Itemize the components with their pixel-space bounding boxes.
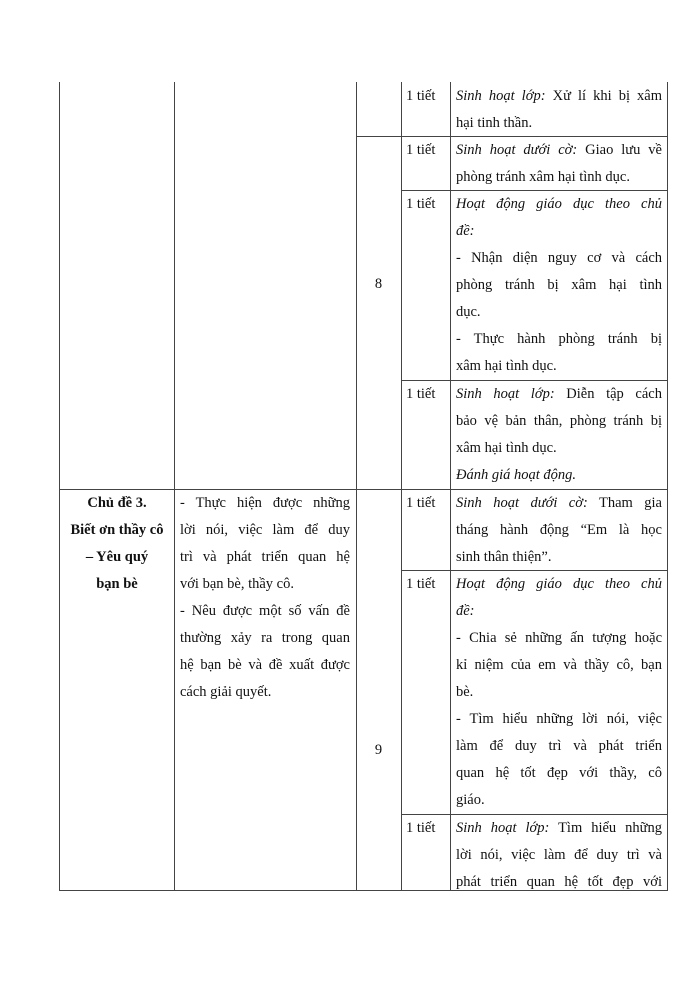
activity-cell — [456, 490, 662, 571]
activity-line: phòng tránh xâm hại tình dục. — [456, 169, 630, 185]
topic-line: Biết ơn thầy cô — [70, 522, 164, 538]
activity-label-cont: đề: — [456, 603, 475, 619]
objective-line: - Thực hiện được những — [180, 495, 350, 511]
table-border-col3 — [401, 82, 402, 891]
activity-line: dục. — [456, 304, 481, 320]
activity-cell — [456, 571, 662, 814]
objective-line: cách giải quyết. — [180, 684, 272, 700]
activity-line: tháng hành động “Em là học — [456, 522, 662, 538]
activity-line: lời nói, việc làm để duy trì và — [456, 847, 662, 863]
activity-line: bè. — [456, 684, 474, 700]
table-border-left — [59, 82, 60, 891]
week-number-9: 9 — [374, 742, 383, 758]
activity-line: làm để duy trì và phát triển — [456, 738, 662, 754]
activity-line: hại tinh thần. — [456, 115, 533, 131]
objective-line: trì và phát triển quan hệ — [180, 549, 350, 565]
activity-cell — [456, 137, 662, 191]
objective-line: - Nêu được một số vấn đề — [180, 603, 350, 619]
activity-line: sinh thân thiện”. — [456, 549, 552, 565]
activity-label: Sinh hoạt dưới cờ: — [456, 495, 588, 511]
topic-line: Chủ đề 3. — [87, 495, 147, 511]
activity-line: Xử lí khi bị xâm — [552, 88, 662, 104]
activity-line: xâm hại tình dục. — [456, 440, 557, 456]
activity-evaluation: Đánh giá hoạt động. — [456, 467, 577, 483]
duration-cell: 1 tiết — [406, 495, 436, 511]
table-border-col2 — [356, 82, 357, 891]
activity-line: Giao lưu về — [585, 142, 662, 158]
objectives-cell — [180, 490, 350, 706]
activity-line: - Thực hành phòng tránh bị — [456, 331, 662, 347]
activity-line: phát triển quan hệ tốt đẹp với — [456, 874, 662, 890]
topic-line: bạn bè — [96, 576, 138, 592]
activity-label: Sinh hoạt lớp: — [456, 386, 555, 402]
duration-cell: 1 tiết — [406, 820, 436, 836]
activity-line: xâm hại tình dục. — [456, 358, 557, 374]
activity-line: - Tìm hiểu những lời nói, việc — [456, 711, 662, 727]
activity-line: Tham gia — [599, 495, 662, 511]
activity-cell — [456, 381, 662, 489]
objective-line: với bạn bè, thầy cô. — [180, 576, 294, 592]
activity-line: - Nhận diện nguy cơ và cách — [456, 250, 662, 266]
objective-line: lời nói, việc làm để duy — [180, 522, 350, 538]
activity-line: giáo. — [456, 792, 485, 808]
duration-cell: 1 tiết — [406, 88, 436, 104]
topic-cell — [60, 490, 174, 598]
duration-cell: 1 tiết — [406, 196, 436, 212]
week-number-8: 8 — [374, 276, 383, 292]
activity-label: Sinh hoạt lớp: — [456, 88, 546, 104]
activity-line: phòng tránh bị xâm hại tình — [456, 277, 662, 293]
activity-label: Sinh hoạt dưới cờ: — [456, 142, 578, 158]
activity-cell — [456, 191, 662, 380]
activity-line: bảo vệ bản thân, phòng tránh bị — [456, 413, 662, 429]
activity-label: Hoạt động giáo dục theo chủ — [456, 576, 662, 592]
duration-cell: 1 tiết — [406, 142, 436, 158]
duration-cell: 1 tiết — [406, 386, 436, 402]
table-border-col4 — [450, 82, 451, 891]
topic-line: – Yêu quý — [85, 549, 149, 565]
table-border-right — [667, 82, 668, 891]
activity-label: Sinh hoạt lớp: — [456, 820, 550, 836]
activity-label: Hoạt động giáo dục theo chủ — [456, 196, 662, 212]
activity-label-cont: đề: — [456, 223, 475, 239]
activity-line: quan hệ tốt đẹp với thầy, cô — [456, 765, 662, 781]
activity-line: Diễn tập cách — [566, 386, 662, 402]
activity-cell — [456, 815, 662, 896]
activity-line: - Chia sẻ những ấn tượng hoặc — [456, 630, 662, 646]
activity-cell — [456, 83, 662, 137]
activity-line: kỉ niệm của em và thầy cô, bạn — [456, 657, 662, 673]
activity-line: Tìm hiểu những — [558, 820, 662, 836]
duration-cell: 1 tiết — [406, 576, 436, 592]
table-border-col1 — [174, 82, 175, 891]
objective-line: thường xảy ra trong quan — [180, 630, 350, 646]
objective-line: hệ bạn bè và đề xuất được — [180, 657, 350, 673]
